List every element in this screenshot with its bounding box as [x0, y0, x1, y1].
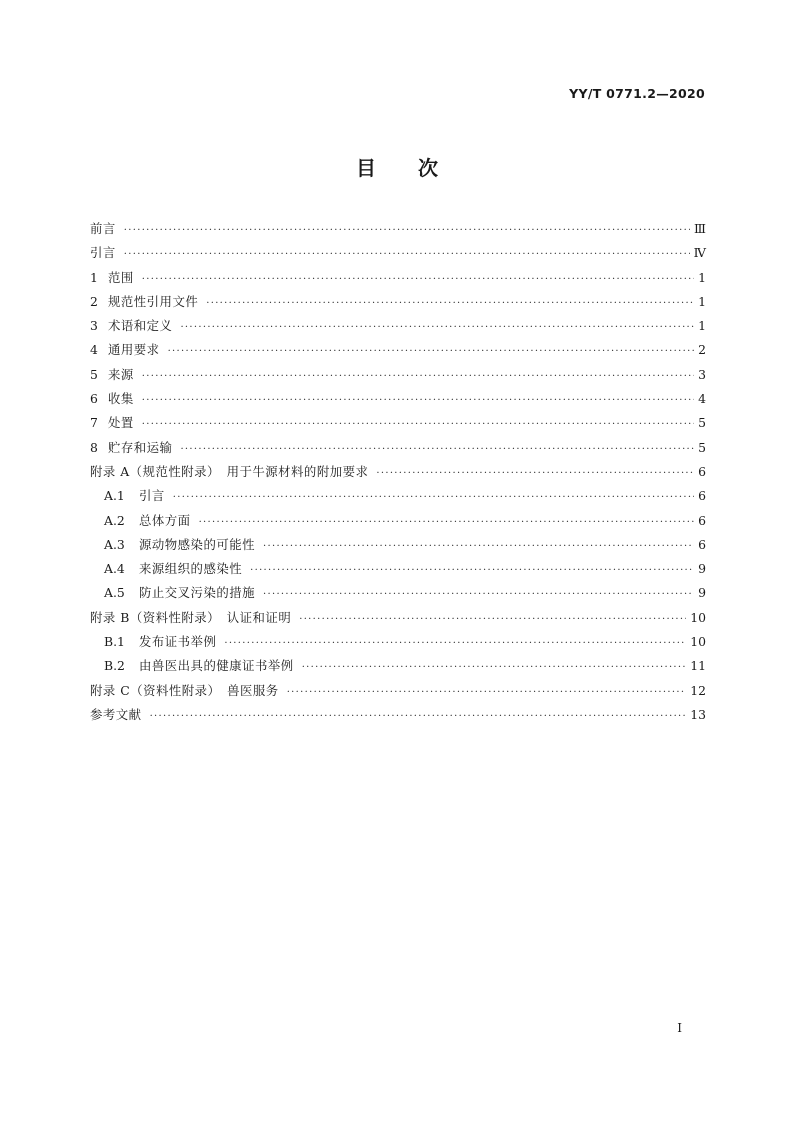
toc-entry-title: 防止交叉污染的措施	[139, 585, 256, 601]
toc-entry[interactable]	[90, 460, 706, 484]
toc-leader-dots	[168, 340, 694, 364]
toc-entry-number: A.1	[104, 488, 125, 504]
toc-entry[interactable]	[90, 411, 706, 435]
toc-entry-page: Ⅳ	[693, 245, 706, 261]
toc-entry-title: 附录 A（规范性附录） 用于牛源材料的附加要求	[90, 463, 369, 479]
toc-entry-title: 引言	[139, 488, 165, 504]
toc-leader-dots	[250, 559, 694, 583]
toc-entry[interactable]	[90, 266, 706, 290]
toc-leader-dots	[224, 632, 686, 656]
toc-entry-page: 6	[698, 536, 706, 552]
toc-leader-dots	[206, 292, 694, 316]
toc-entry-title: 贮存和运输	[108, 439, 173, 455]
toc-entry[interactable]	[90, 314, 706, 338]
toc-entry-number: 6	[90, 391, 98, 407]
title-char-1: 目	[356, 156, 376, 180]
toc-entry-page: 1	[698, 318, 706, 334]
toc-entry-page: 1	[698, 269, 706, 285]
toc-entry-page: 9	[698, 585, 706, 601]
standard-number: YY/T 0771.2—2020	[569, 86, 705, 101]
toc-entry-page: 9	[698, 561, 706, 577]
toc-entry-page: 6	[698, 463, 706, 479]
toc-entry-title: 处置	[108, 415, 134, 431]
toc-entry-page: Ⅲ	[694, 221, 706, 236]
toc-leader-dots	[376, 462, 694, 486]
toc-entry-title: 由兽医出具的健康证书举例	[139, 658, 294, 674]
toc-entry-title: 参考文献	[90, 706, 142, 722]
toc-entry[interactable]	[90, 217, 706, 241]
title-char-2: 次	[418, 156, 438, 180]
table-of-contents	[90, 217, 706, 727]
toc-entry-page: 5	[698, 415, 706, 431]
toc-leader-dots	[299, 608, 686, 632]
toc-entry-title: 规范性引用文件	[108, 293, 199, 309]
toc-entry[interactable]	[90, 533, 706, 557]
toc-entry-title: 前言	[90, 221, 116, 236]
toc-entry-title: 引言	[90, 245, 116, 261]
page-title	[0, 152, 794, 181]
toc-entry-page: 11	[690, 658, 706, 674]
toc-entry-title: 收集	[108, 391, 134, 407]
toc-entry-number: A.5	[104, 585, 125, 601]
toc-leader-dots	[124, 219, 690, 243]
toc-entry-number: 3	[90, 318, 98, 334]
toc-entry-page: 6	[698, 488, 706, 504]
toc-entry-title: 附录 C（资料性附录） 兽医服务	[90, 682, 279, 698]
toc-entry-page: 4	[698, 391, 706, 407]
toc-entry-title: 附录 B（资料性附录） 认证和证明	[90, 609, 292, 625]
toc-entry[interactable]	[90, 338, 706, 362]
toc-entry-title: 通用要求	[108, 342, 160, 358]
toc-leader-dots	[199, 511, 694, 535]
toc-leader-dots	[263, 583, 694, 607]
toc-entry-page: 10	[690, 609, 706, 625]
toc-entry-number: 8	[90, 439, 98, 455]
toc-entry-page: 5	[698, 439, 706, 455]
toc-entry-number: B.2	[104, 658, 125, 674]
toc-leader-dots	[180, 316, 694, 340]
toc-entry-title: 术语和定义	[108, 318, 173, 334]
toc-entry-number: A.4	[104, 561, 125, 577]
toc-entry-number: A.3	[104, 536, 125, 552]
toc-entry-number: 1	[90, 269, 98, 285]
toc-leader-dots	[150, 705, 687, 729]
toc-entry[interactable]	[90, 703, 706, 727]
page-number: I	[677, 1021, 682, 1035]
toc-entry[interactable]	[90, 241, 706, 265]
toc-leader-dots	[180, 438, 694, 462]
toc-entry[interactable]	[90, 387, 706, 411]
toc-entry-page: 10	[690, 634, 706, 650]
toc-entry-number: A.2	[104, 512, 125, 528]
toc-entry-number: B.1	[104, 634, 125, 650]
toc-entry-page: 13	[690, 706, 706, 722]
toc-entry[interactable]	[90, 679, 706, 703]
toc-entry-title: 源动物感染的可能性	[139, 536, 256, 552]
toc-entry[interactable]	[90, 436, 706, 460]
toc-entry-title: 总体方面	[139, 512, 191, 528]
toc-entry-page: 12	[690, 682, 706, 698]
toc-entry[interactable]	[90, 484, 706, 508]
toc-entry-page: 3	[698, 366, 706, 382]
toc-leader-dots	[124, 243, 690, 267]
toc-entry-number: 7	[90, 415, 98, 431]
toc-entry[interactable]	[90, 290, 706, 314]
toc-entry[interactable]	[90, 509, 706, 533]
toc-leader-dots	[142, 268, 694, 292]
toc-leader-dots	[302, 656, 687, 680]
toc-leader-dots	[173, 486, 694, 510]
toc-entry-number: 4	[90, 342, 98, 358]
toc-entry[interactable]	[90, 606, 706, 630]
toc-leader-dots	[263, 535, 694, 559]
toc-leader-dots	[142, 365, 694, 389]
toc-entry-page: 6	[698, 512, 706, 528]
toc-entry-title: 来源	[108, 366, 134, 382]
toc-leader-dots	[287, 681, 687, 705]
toc-entry-title: 来源组织的感染性	[139, 561, 243, 577]
toc-entry[interactable]	[90, 581, 706, 605]
toc-leader-dots	[142, 389, 694, 413]
toc-entry-page: 1	[698, 293, 706, 309]
toc-entry-title: 范围	[108, 269, 134, 285]
toc-entry[interactable]	[90, 363, 706, 387]
toc-entry-number: 5	[90, 366, 98, 382]
toc-entry[interactable]	[90, 654, 706, 678]
toc-entry[interactable]	[90, 630, 706, 654]
toc-entry[interactable]	[90, 557, 706, 581]
toc-entry-page: 2	[698, 342, 706, 358]
toc-entry-number: 2	[90, 293, 98, 309]
toc-leader-dots	[142, 413, 694, 437]
toc-entry-title: 发布证书举例	[139, 634, 217, 650]
